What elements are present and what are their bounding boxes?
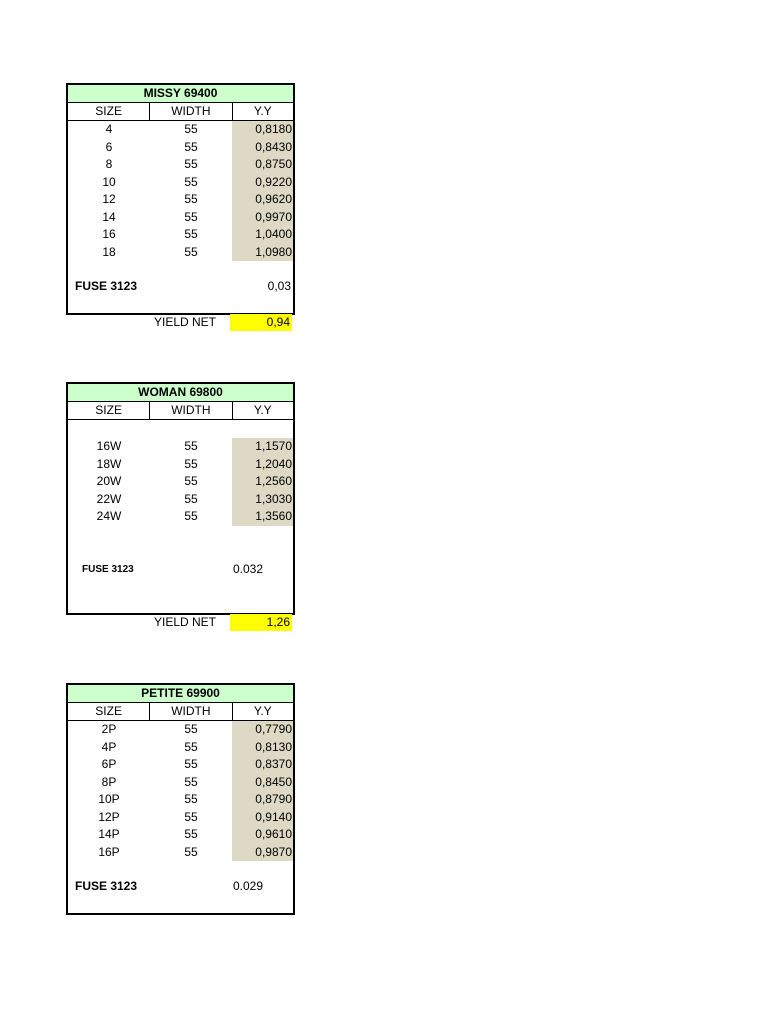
size-header: SIZE bbox=[68, 103, 150, 120]
yy-cell: 1,3560 bbox=[232, 508, 293, 526]
missy-header-row bbox=[68, 103, 293, 121]
table-row bbox=[68, 139, 293, 157]
width-cell: 55 bbox=[184, 774, 198, 789]
woman-rows bbox=[68, 438, 293, 526]
yy-cell: 0,8130 bbox=[232, 739, 293, 757]
size-cell: 24W bbox=[96, 509, 122, 523]
woman-header-row bbox=[68, 402, 293, 420]
size-cell: 6P bbox=[101, 757, 117, 771]
table-row bbox=[68, 774, 293, 792]
yy-cell: 0,9220 bbox=[232, 174, 293, 192]
table-row bbox=[68, 209, 293, 227]
table-row bbox=[68, 473, 293, 491]
width-header: WIDTH bbox=[150, 103, 232, 120]
size-cell: 16W bbox=[96, 439, 122, 453]
yy-cell: 0,9610 bbox=[232, 826, 293, 844]
width-cell: 55 bbox=[184, 792, 198, 806]
width-cell: 55 bbox=[184, 174, 198, 189]
table-row bbox=[68, 456, 293, 474]
yy-header: Y.Y bbox=[253, 403, 272, 417]
petite-fuse-label: FUSE 3123 bbox=[75, 879, 138, 893]
woman-fuse-value: 0.032 bbox=[233, 562, 264, 576]
table-row bbox=[68, 121, 293, 139]
width-cell: 55 bbox=[184, 491, 198, 506]
yield-net-label: YIELD NET bbox=[153, 615, 216, 629]
size-cell: 18W bbox=[96, 456, 122, 471]
table-row bbox=[68, 491, 293, 509]
yy-cell: 0,8450 bbox=[232, 774, 293, 792]
table-row bbox=[68, 791, 293, 809]
size-cell: 8P bbox=[101, 774, 117, 789]
woman-sheet bbox=[66, 382, 295, 629]
missy-fuse-label: FUSE 3123 bbox=[75, 279, 138, 293]
width-cell: 55 bbox=[184, 244, 198, 259]
yy-cell: 0,8750 bbox=[232, 156, 293, 174]
petite-fuse-value: 0.029 bbox=[233, 879, 264, 893]
size-cell: 10 bbox=[102, 174, 116, 189]
yield-net-value: 1,26 bbox=[230, 614, 292, 631]
yy-cell: 0,9870 bbox=[232, 844, 293, 862]
width-cell: 55 bbox=[184, 122, 198, 136]
yy-cell: 0,9140 bbox=[232, 809, 293, 827]
petite-title: PETITE 69900 bbox=[68, 685, 293, 703]
size-cell: 2P bbox=[101, 722, 117, 736]
table-row bbox=[68, 174, 293, 192]
width-cell: 55 bbox=[184, 439, 198, 453]
yield-net-value: 0,94 bbox=[230, 314, 292, 331]
table-row bbox=[68, 438, 293, 456]
table-row bbox=[68, 508, 293, 526]
width-cell: 55 bbox=[184, 757, 198, 771]
woman-title: WOMAN 69800 bbox=[68, 384, 293, 402]
width-cell: 55 bbox=[184, 139, 198, 154]
yy-cell: 1,2560 bbox=[232, 473, 293, 491]
size-header: SIZE bbox=[68, 703, 150, 720]
width-cell: 55 bbox=[184, 157, 198, 171]
petite-header-row bbox=[68, 703, 293, 721]
size-cell: 4P bbox=[101, 739, 117, 754]
table-row bbox=[68, 844, 293, 862]
width-header: WIDTH bbox=[150, 402, 232, 419]
missy-fuse-value: 0,03 bbox=[267, 279, 291, 293]
missy-table bbox=[66, 83, 295, 315]
table-row bbox=[68, 226, 293, 244]
missy-yield-net bbox=[148, 314, 292, 331]
petite-rows bbox=[68, 721, 293, 861]
width-cell: 55 bbox=[184, 809, 198, 824]
table-row bbox=[68, 721, 293, 739]
size-cell: 20W bbox=[96, 474, 122, 488]
woman-fuse-label: FUSE 3123 bbox=[82, 564, 134, 575]
size-cell: 16P bbox=[98, 844, 120, 859]
table-row bbox=[68, 244, 293, 262]
yy-header: Y.Y bbox=[253, 704, 272, 718]
missy-rows bbox=[68, 121, 293, 261]
width-cell: 55 bbox=[184, 722, 198, 736]
table-row bbox=[68, 756, 293, 774]
yy-cell: 0,8370 bbox=[232, 756, 293, 774]
width-cell: 55 bbox=[184, 844, 198, 859]
missy-sheet bbox=[66, 83, 295, 329]
size-cell: 4 bbox=[105, 122, 113, 136]
table-row bbox=[68, 809, 293, 827]
yy-cell: 1,0980 bbox=[232, 244, 293, 262]
table-row bbox=[68, 191, 293, 209]
petite-sheet bbox=[66, 683, 295, 915]
yy-cell: 1,0400 bbox=[232, 226, 293, 244]
width-cell: 55 bbox=[184, 509, 198, 523]
size-cell: 14P bbox=[98, 827, 120, 841]
woman-yield-net bbox=[148, 614, 292, 631]
size-cell: 6 bbox=[105, 139, 113, 154]
width-cell: 55 bbox=[184, 456, 198, 471]
yield-net-label: YIELD NET bbox=[153, 315, 216, 329]
table-row bbox=[68, 156, 293, 174]
width-cell: 55 bbox=[184, 827, 198, 841]
yy-cell: 0,8430 bbox=[232, 139, 293, 157]
size-cell: 18 bbox=[102, 244, 116, 259]
width-header: WIDTH bbox=[150, 703, 232, 720]
size-cell: 14 bbox=[102, 209, 116, 224]
size-cell: 12P bbox=[98, 809, 120, 824]
yy-cell: 1,2040 bbox=[232, 456, 293, 474]
width-cell: 55 bbox=[184, 227, 198, 241]
yy-cell: 1,3030 bbox=[232, 491, 293, 509]
missy-title: MISSY 69400 bbox=[68, 85, 293, 103]
table-row bbox=[68, 739, 293, 757]
yy-cell: 0,9970 bbox=[232, 209, 293, 227]
yy-cell: 0,9620 bbox=[232, 191, 293, 209]
size-header: SIZE bbox=[68, 402, 150, 419]
size-cell: 8 bbox=[105, 157, 113, 171]
width-cell: 55 bbox=[184, 474, 198, 488]
yy-cell: 0,8790 bbox=[232, 791, 293, 809]
size-cell: 22W bbox=[96, 491, 122, 506]
yy-cell: 0,8180 bbox=[232, 121, 293, 139]
width-cell: 55 bbox=[184, 209, 198, 224]
size-cell: 12 bbox=[102, 192, 116, 206]
yy-header: Y.Y bbox=[253, 104, 272, 118]
woman-table bbox=[66, 382, 295, 615]
petite-table bbox=[66, 683, 295, 915]
width-cell: 55 bbox=[184, 739, 198, 754]
table-row bbox=[68, 826, 293, 844]
width-cell: 55 bbox=[184, 192, 198, 206]
yy-cell: 0,7790 bbox=[232, 721, 293, 739]
size-cell: 16 bbox=[102, 227, 116, 241]
yy-cell: 1,1570 bbox=[232, 438, 293, 456]
size-cell: 10P bbox=[98, 792, 120, 806]
